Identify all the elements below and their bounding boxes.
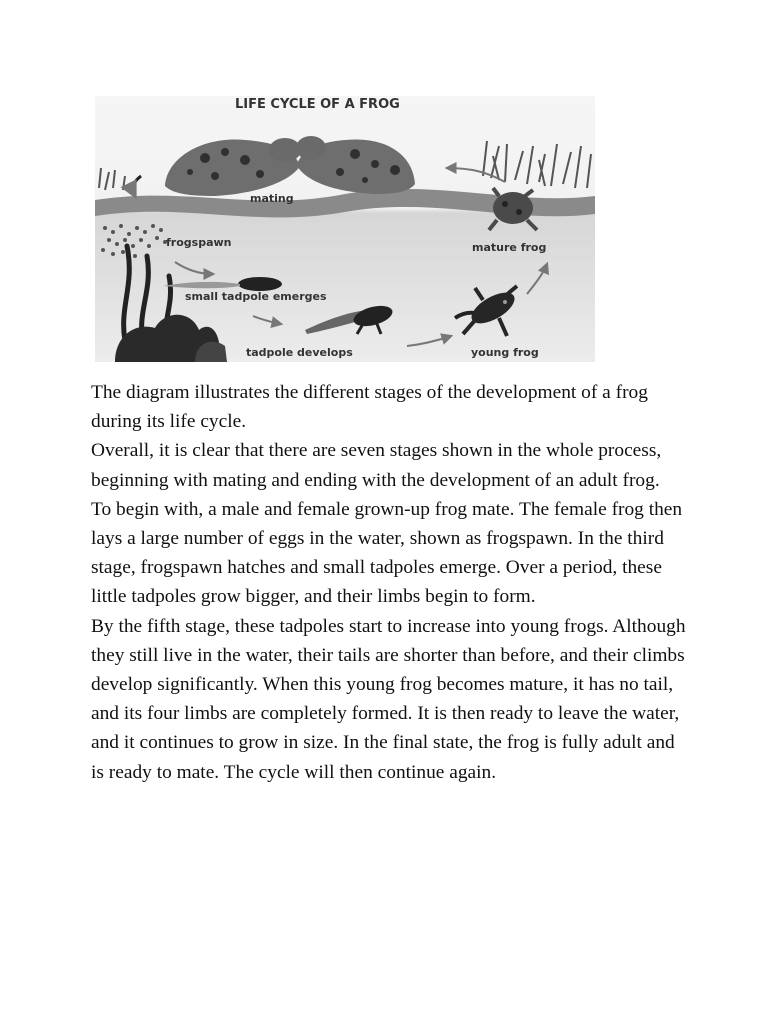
label-mating: mating xyxy=(250,192,294,205)
label-frogspawn: frogspawn xyxy=(166,236,232,249)
label-young-frog: young frog xyxy=(471,346,539,359)
label-small-tadpole: small tadpole emerges xyxy=(185,290,327,303)
mature-frog xyxy=(489,188,537,230)
label-tadpole-develops: tadpole develops xyxy=(246,346,353,359)
essay-text xyxy=(91,378,691,787)
essay-paragraph-intro: The diagram illustrates the different stages of the development of a frog during its life cycle. xyxy=(91,382,648,433)
frog-life-cycle-diagram xyxy=(95,96,595,362)
essay-paragraph-overview: Overall, it is clear that there are seven stages shown in the whole process, beginning with mating and ending with the development of an adult frog. xyxy=(91,440,662,491)
essay-paragraph-body-1: To begin with, a male and female grown-up frog mate. The female frog then lays a large number of eggs in the water, shown as frogspawn. In the third stage, frogspawn hatches and small tadpoles emerge. Over a period, these little tadpoles grow bigger, and their limbs begin to form. xyxy=(91,498,683,608)
diagram-title: LIFE CYCLE OF A FROG xyxy=(235,97,400,112)
label-mature-frog: mature frog xyxy=(472,241,547,254)
essay-paragraph-body-2: By the fifth stage, these tadpoles start to increase into young frogs. Although they still live in the water, their tails are shorter than before, and their climbs develop significantly. When this young frog becomes mature, it has no tail, and its four limbs are completely formed. It is then ready to leave the water, and it continues to grow in size. In the final state, the frog is fully adult and is ready to mate. The cycle will then continue again. xyxy=(91,615,686,783)
